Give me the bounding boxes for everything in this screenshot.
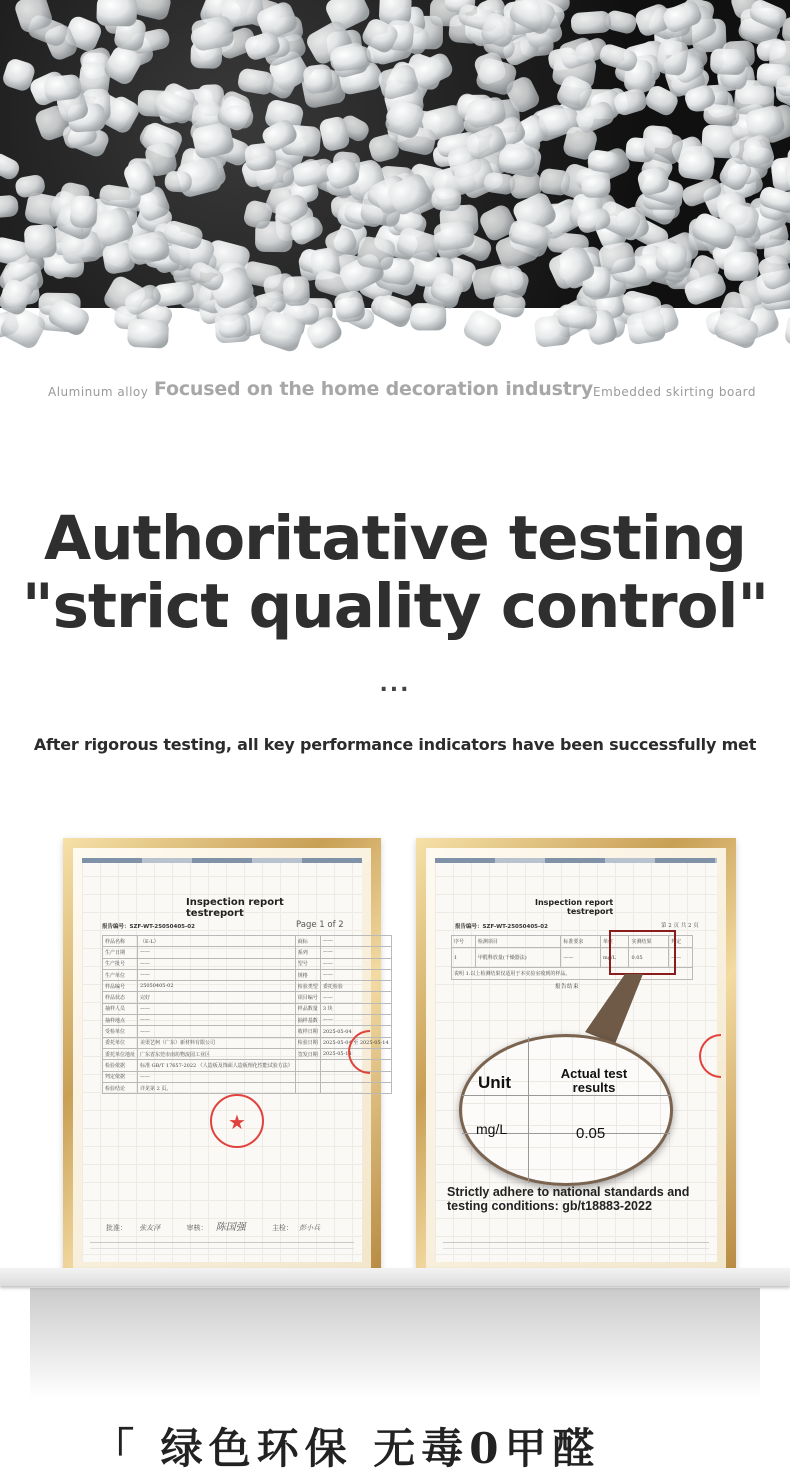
table-cell: —— [320, 1015, 391, 1026]
report-title-line1: Inspection report [186, 897, 284, 908]
footer-divider [443, 1242, 709, 1243]
pellet-shape [570, 10, 611, 34]
page-indicator: Page 1 of 2 [296, 920, 344, 930]
tagline-left: Aluminum alloy [48, 385, 149, 399]
side-seal-icon [699, 1034, 721, 1078]
table-cell: 美渠艺柯（广东）新材料有限公司 [138, 1037, 296, 1048]
table-cell: —— [320, 992, 391, 1003]
pellet-shape [655, 241, 689, 273]
data-cell: 0.05 [629, 948, 669, 968]
table-cell: —— [320, 958, 391, 969]
table-cell: 样品状态 [103, 992, 138, 1003]
report-title-line2: testreport [186, 908, 244, 919]
table-cell: 抽样地点 [103, 1015, 138, 1026]
table-cell: —— [320, 947, 391, 958]
table-cell: 完好 [138, 992, 296, 1003]
pellet-shape [410, 303, 446, 330]
report-title-line1: Inspection report [535, 898, 614, 907]
table-cell: 生产批号 [103, 958, 138, 969]
table-cell: 2025-05-04 至 2025-05-14 [320, 1037, 391, 1048]
certificate-frame-left [63, 838, 389, 1270]
report-info-table [102, 935, 392, 1094]
report-number: 报告编号：SZF-WT-25050405-02 [102, 924, 195, 930]
page-title [0, 505, 790, 641]
table-cell: 样品数量 [295, 1003, 320, 1014]
table-cell: 商标 [295, 936, 320, 947]
footer-divider [90, 1242, 354, 1243]
table-row [103, 1082, 392, 1093]
table-cell: 广东省东莞市南坊物流园工业区 [138, 1048, 296, 1059]
pellet-shape [677, 149, 716, 181]
table-cell: 3 块 [320, 1003, 391, 1014]
pellet-shape [237, 67, 275, 96]
table-cell: 判定依据 [103, 1071, 138, 1082]
zoom-unit-label: Unit [478, 1073, 512, 1092]
table-cell [320, 1082, 391, 1093]
pellet-shape [710, 48, 746, 75]
table-cell: 型号 [295, 958, 320, 969]
table-cell [320, 1071, 391, 1082]
table-cell: 系列 [295, 947, 320, 958]
pellet-shape [499, 147, 536, 171]
frame-mat [426, 848, 726, 1270]
table-cell: —— [138, 1003, 296, 1014]
table-row [103, 969, 392, 980]
table-cell: 受检单位 [103, 1026, 138, 1037]
page-title-line1: Authoritative testing [44, 503, 746, 574]
table-cell: 规格 [295, 969, 320, 980]
pellet-shape [96, 0, 137, 27]
page-indicator: 第 2 页 共 2 页 [661, 923, 699, 929]
table-cell: —— [138, 947, 296, 958]
table-cell: 抽样基数 [295, 1015, 320, 1026]
pellet-shape [302, 63, 333, 94]
pellet-shape [43, 74, 82, 103]
tagline-right: Embedded skirting board [593, 385, 757, 399]
table-cell: —— [138, 958, 296, 969]
result-highlight-box [609, 930, 676, 975]
header-cell: 标准要求 [561, 936, 601, 948]
pellet-shape [538, 168, 571, 197]
pellet-shape [127, 318, 169, 348]
header-cell: 单位 [600, 936, 628, 948]
pellet-shape [431, 187, 462, 212]
table-cell: —— [320, 936, 391, 947]
table-row [103, 981, 392, 992]
zoom-divider [462, 1095, 670, 1096]
review-label: 审核： [186, 1224, 208, 1232]
table-cell: —— [138, 969, 296, 980]
pellet-shape [24, 224, 58, 259]
pellet-shape [0, 151, 22, 183]
pellet-shape [217, 313, 248, 338]
ellipsis-divider: ... [379, 672, 411, 697]
table-row [103, 1015, 392, 1026]
data-cell: 1 [452, 948, 476, 968]
table-cell [295, 1071, 320, 1082]
pellet-shape [283, 276, 311, 307]
approve-signature: 张友泽 [139, 1224, 161, 1232]
pellet-shape [784, 313, 790, 348]
table-row [103, 1071, 392, 1082]
standard-compliance-note: Strictly adhere to national standards and testing conditions: gb/t18883-2022 [447, 1185, 690, 1213]
footer-divider-2 [90, 1248, 354, 1249]
page-title-line2: "strict quality control" [21, 571, 769, 642]
table-cell: 样品名称 [103, 936, 138, 947]
pellet-shape [129, 235, 167, 262]
table-row [103, 1060, 392, 1071]
display-shelf [0, 1268, 790, 1286]
table-row [103, 1026, 392, 1037]
table-cell: 检验结论 [103, 1082, 138, 1093]
tagline-center: Focused on the home decoration industry [154, 378, 593, 400]
pellet-shape [461, 307, 505, 349]
table-cell: 样品编号 [103, 981, 138, 992]
table-cell: 2025-05-04 [320, 1026, 391, 1037]
table-cell: 委托单位地址 [103, 1048, 138, 1059]
document-header-strip [435, 858, 717, 863]
table-cell: —— [138, 1015, 296, 1026]
table-row [103, 992, 392, 1003]
data-cell: —— [561, 948, 601, 968]
frame-mat [73, 848, 389, 1270]
header-cell: 检测项目 [475, 936, 561, 948]
zoom-divider [528, 1037, 529, 1183]
inspection-report-page-1 [82, 858, 389, 1262]
table-row [103, 958, 392, 969]
table-cell: 详见第 2 页。 [138, 1082, 296, 1093]
table-cell: —— [138, 1026, 296, 1037]
report-end-stamp: 报告结束 [555, 984, 580, 990]
report-title-line2: testreport [567, 907, 614, 916]
table-cell: 委托检验 [320, 981, 391, 992]
zoom-result-value: 0.05 [576, 1125, 606, 1142]
table-cell: —— [320, 969, 391, 980]
certificate-frame-right [416, 838, 736, 1270]
next-section-heading: 「 绿色环保 无毒0甲醛 [92, 1424, 601, 1473]
report-title [535, 898, 613, 916]
pellet-shape [329, 45, 371, 72]
table-cell [295, 1082, 320, 1093]
zoom-pointer-icon [585, 974, 645, 1044]
subtitle: After rigorous testing, all key performance indicators have been successfully met [33, 735, 757, 754]
table-cell: （E-L） [138, 936, 296, 947]
table-row [103, 936, 392, 947]
zoom-result-label: Actual test results [560, 1066, 628, 1095]
table-cell: 项目编号 [295, 992, 320, 1003]
header-cell: 判定 [669, 936, 693, 948]
footer-divider-2 [443, 1248, 709, 1249]
table-cell: —— [138, 1071, 296, 1082]
data-cell: 甲醛释放量(干燥器法) [475, 948, 561, 968]
zoom-unit-value: mg/L [476, 1121, 508, 1137]
table-cell: 检验类型 [295, 981, 320, 992]
signature-row [106, 1218, 320, 1233]
table-cell: 检验日期 [295, 1037, 320, 1048]
table-cell: 收样日期 [295, 1026, 320, 1037]
table-row [103, 947, 392, 958]
review-signature: 陈国强 [215, 1222, 246, 1233]
table-cell [295, 1060, 320, 1071]
hero-pellets-image [0, 0, 790, 308]
table-cell: 委托单位 [103, 1037, 138, 1048]
official-seal-icon [210, 1094, 264, 1148]
pellet-shape [581, 175, 610, 198]
data-cell: —— [669, 948, 693, 968]
pellet-shape [0, 195, 19, 219]
inspector-signature: 彭小兵 [299, 1224, 321, 1232]
pellet-shape [164, 171, 192, 193]
data-cell: mg/L [600, 948, 628, 968]
table-cell: 25050405-02 [138, 981, 296, 992]
table-cell: 签发日期 [295, 1048, 320, 1059]
shelf-shadow [30, 1288, 760, 1398]
header-cell: 序号 [452, 936, 476, 948]
pellet-shape [724, 252, 759, 281]
inspection-report-page-2 [435, 858, 717, 1262]
table-cell: 检验依据 [103, 1060, 138, 1071]
pellet-shape [656, 39, 690, 77]
report-title [186, 897, 284, 919]
table-cell: 标准 GB/T 17657-2022 《人造板及饰面人造板理化性能试验方法》 [138, 1060, 296, 1071]
table-cell: 2025-05-14 [320, 1048, 391, 1059]
pellet-shape [70, 195, 98, 228]
header-cell: 实测结果 [629, 936, 669, 948]
approve-label: 批准： [106, 1224, 127, 1232]
table-cell: 生产单位 [103, 969, 138, 980]
inspector-label: 主检： [271, 1224, 293, 1232]
table-cell: 生产日期 [103, 947, 138, 958]
report-number: 报告编号：SZF-WT-25050405-02 [455, 924, 548, 930]
note-cell: 说明 1.以上检测结果仅适用于本实验室收到的样品。 [452, 968, 693, 980]
tagline-row [0, 370, 790, 414]
zoomed-result-callout [459, 1034, 673, 1186]
pellets-illustration [0, 0, 790, 308]
table-cell: 抽样人员 [103, 1003, 138, 1014]
document-header-strip [82, 858, 362, 863]
table-row [103, 1003, 392, 1014]
